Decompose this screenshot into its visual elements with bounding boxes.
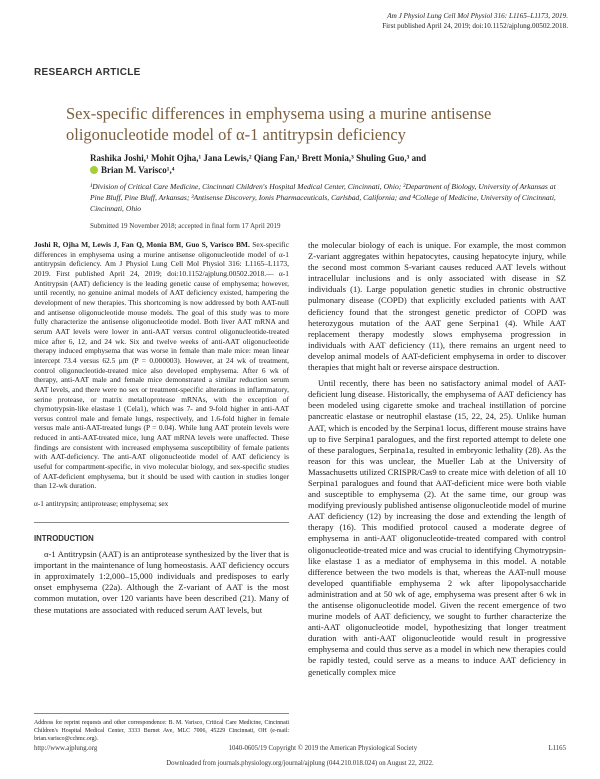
correspondence-footnote: Address for reprint requests and other correspondence: B. M. Varisco, Critical Care Medicine, Cincinnati Children's Hospital Medical Center, 3333 Burnet Ave, MLC 7006, 45229 Cincinnati, OH (e-mail: brian.varisco@cchmc.org). bbox=[34, 713, 289, 743]
introduction-heading: INTRODUCTION bbox=[34, 534, 94, 544]
abstract bbox=[34, 240, 289, 491]
affiliations: ¹Division of Critical Care Medicine, Cincinnati Children's Hospital Medical Center, Cincinnati, Ohio; ²Department of Biology, University of Arkansas at Pine Bluff, Pine Bluff, Arkansas; ³Antisense Discovery, Ionis Pharmaceuticals, Carlsbad, California; and ⁴College of Medicine, University of Cincinnati, Cincinnati, Ohio bbox=[90, 182, 556, 214]
abstract-citation: Joshi R, Ojha M, Lewis J, Fan Q, Monia BM, Guo S, Varisco BM. bbox=[34, 240, 250, 249]
article-title: Sex-specific differences in emphysema using a murine antisense oligonucleotide model of α-1 antitrypsin deficiency bbox=[66, 104, 492, 144]
divider bbox=[34, 522, 289, 523]
left-column bbox=[34, 240, 289, 616]
body-paragraph-2: Until recently, there has been no satisfactory animal model of AAT-deficient lung disease. Historically, the emphysema of AAT deficiency has been modeled using cigarette smoke and tracheal instillation of porcine pancreatic elastase or neutrophil elastase (15, 22, 24, 25). Unlike human AAT, which is encoded by the Serpina1 locus, different mouse strains have up to five Serpina1 paralogues, and the first reported attempt to delete one of these paralogues, Serpina1a, resulted in embryonic lethality (28). As the reason for this was unclear, the Mueller Lab at the University of Massachusetts utilized CRISPR/Cas9 to create mice with deletion of all 10 Serpina1 paralogues and found that AAT-deficient mice were both viable and susceptible to emphysema (2). At the same time, our group was modifying previously published antisense oligonucleotide model of murine AAT deficiency (12) by increasing the dose and extending the length of therapy (16). This modified protocol caused a moderate degree of emphysema in anti-AAT oligonucleotide-treated compared with control oligonucleotide-treated mice and was crucial to identifying Chymotrypsin-like elastase 1 as a mediator of emphysema in this model. A notable difference between the two models is that, whereas the AAT-null mouse developed quantifiable emphysema 2 wk after lipopolysaccharide administration and at 50 wk of age, emphysema was present after 6 wk in the antisense oligonucleotide model. Given the recent emergence of two murine models of AAT deficiency, we sought to further characterize the anti-AAT oligonucleotide model, hypothesizing that longer treatment duration with anti-AAT oligonucleotide would result in progressive emphysema and could thus serve as a model in which new therapies could be rapidly tested, could serve as a means to induce AAT deficiency in genetically complex mice bbox=[308, 378, 566, 677]
download-note: Downloaded from journals.physiology.org/journal/ajplung (044.210.018.024) on August 22, 2022. bbox=[166, 760, 434, 767]
body-paragraph-1: the molecular biology of each is unique. For example, the most common Z-variant aggregates within hepatocytes, causing hepatocyte injury, while the second most common S-variant causes reduced AAT levels without intracellular inclusions and is only associated with disease in SZ individuals (1). Large population genetic studies in chronic obstructive pulmonary disease (COPD) that explicitly excluded patients with AAT deficiency found that the strongest genetic predictor of COPD was heterozygous mutation of the AAT gene Serpina1 (4). While AAT replacement therapy modestly slows emphysema progression in individuals with AAT deficiency (11), there remains an urgent need to develop animal models of AAT-deficient emphysema in order to discover therapies that might halt or reverse airspace destruction. bbox=[308, 240, 566, 373]
submission-dates: Submitted 19 November 2018; accepted in final form 17 April 2019 bbox=[90, 222, 281, 230]
orcid-icon[interactable] bbox=[90, 166, 98, 174]
right-column bbox=[308, 240, 566, 678]
published-line: First published April 24, 2019; doi:10.1152/ajplung.00502.2018. bbox=[382, 21, 568, 30]
page-footer bbox=[34, 745, 566, 752]
keywords: α-1 antitrypsin; antiprotease; emphysema; sex bbox=[34, 499, 169, 509]
page-number: L1165 bbox=[548, 745, 566, 752]
journal-url[interactable]: http://www.ajplung.org bbox=[34, 745, 98, 752]
intro-paragraph: α-1 Antitrypsin (AAT) is an antiprotease synthesized by the liver that is important in the maintenance of lung homeostasis. AAT deficiency occurs in approximately 1:2,000–15,000 individuals and predisposes to early onset emphysema (22a). Although the Z-variant of AAT is the most common mutation, over 120 variants have been described (21). Many of these mutations are associated with reduced serum AAT levels, but bbox=[34, 549, 289, 615]
author-line-2-text: Brian M. Varisco¹,⁴ bbox=[101, 165, 175, 175]
author-list bbox=[90, 152, 560, 176]
copyright-notice: 1040-0605/19 Copyright © 2019 the American Physiological Society bbox=[228, 745, 418, 752]
author-line-2 bbox=[90, 164, 560, 176]
abstract-body: Sex-specific differences in emphysema using a murine antisense oligonucleotide model of α-1 antitrypsin deficiency. Am J Physiol Lung Cell Mol Physiol 316: L1165–L1173, 2019. First published April 24, 2019; doi:10.1152/ajplung.00502.2018.— α-1 Antitrypsin (AAT) deficiency is the leading genetic cause of emphysema; however, until recently, no genuine animal models of AAT deficiency existed, hampering the development of new therapies. This shortcoming is now addressed by both AAT-null and antisense oligonucleotide mouse models. The goal of this study was to more fully characterize the antisense oligonucleotide model. Both liver AAT mRNA and serum AAT levels were lower in anti-AAT versus control oligonucleotide-treated mice after 6, 12, and 24 wk. Six and twelve weeks of anti-AAT oligonucleotide therapy induced emphysema that was worse in female than male mice: mean linear intercept 73.4 versus 62.5 μm (P = 0.000003). However, at 24 wk of treatment, control oligonucleotide-treated mice also developed emphysema. After 6 wk of therapy, anti-AAT male and female mice demonstrated a similar reduction serum AAT levels, and there were no sex or treatment-specific alterations in inflammatory, serine protease, or matrix metalloprotease mRNAs, with the exception of chymotrypsin-like elastase 1 (Cela1), which was 7- and 9-fold higher in anti-AAT versus control male and female lungs, respectively, and 1.6-fold higher in female versus male anti-AAT-treated lungs (P = 0.04). While lung AAT protein levels were reduced in anti-AAT-treated mice, lung AAT mRNA levels were unaffected. These findings are consistent with increased emphysema susceptibility of female patients with AAT-deficiency. The anti-AAT oligonucleotide model of AAT deficiency is useful for compartment-specific, in vivo molecular biology, and sex-specific studies of AAT-deficient emphysema, but it should be used with caution in studies longer than 12-wk duration. bbox=[34, 240, 290, 491]
journal-header bbox=[382, 12, 568, 31]
section-label: RESEARCH ARTICLE bbox=[34, 67, 141, 78]
journal-citation-line: Am J Physiol Lung Cell Mol Physiol 316: L1165–L1173, 2019. bbox=[387, 12, 568, 20]
author-line-1: Rashika Joshi,¹ Mohit Ojha,¹ Jana Lewis,² Qiang Fan,¹ Brett Monia,³ Shuling Guo,³ and bbox=[90, 153, 427, 163]
